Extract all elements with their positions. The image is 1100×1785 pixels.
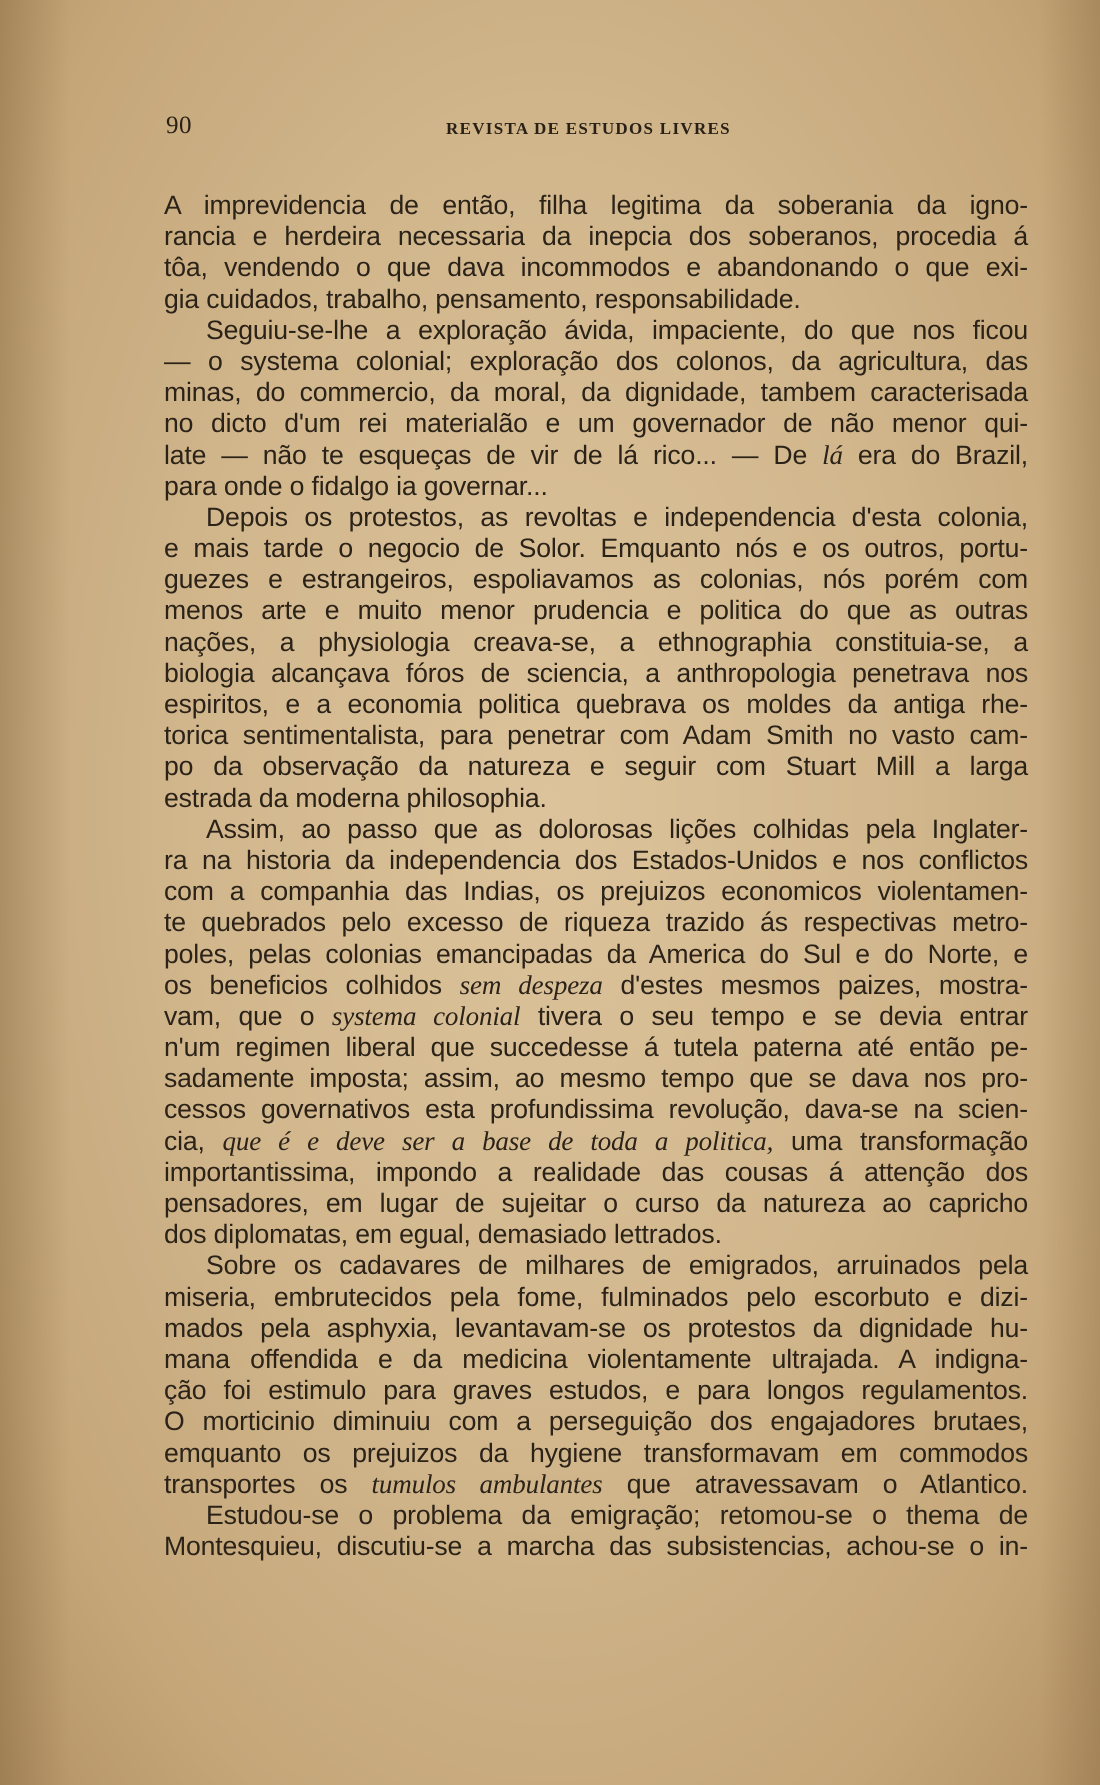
text-line: Assim, ao passo que as dolorosas lições colhidas pela Inglater- <box>206 813 1028 844</box>
line-segment: que atravessavam o Atlantico. <box>602 1468 1028 1499</box>
italic-phrase: que é e deve ser a base de toda a politica, <box>222 1125 774 1156</box>
text-line: emquanto os prejuizos da hygiene transformavam em commodos <box>164 1437 1028 1468</box>
text-line: nações, a physiologia creava-se, a ethnographia constituia-se, a <box>164 626 1028 657</box>
text-line-with-italic <box>164 1469 1028 1500</box>
line-segment: era do Brazil, <box>842 439 1028 470</box>
text-line-with-italic <box>164 440 1028 471</box>
text-line: torica sentimentalista, para penetrar com Adam Smith no vasto cam- <box>164 720 1028 751</box>
text-line: gia cuidados, trabalho, pensamento, responsabilidade. <box>164 283 801 314</box>
text-line: dos diplomatas, em egual, demasiado lettrados. <box>164 1219 722 1250</box>
running-title: REVISTA DE ESTUDOS LIVRES <box>446 119 731 138</box>
text-line: ra na historia da independencia dos Estados-Unidos e nos conflictos <box>164 844 1028 875</box>
text-line: poles, pelas colonias emancipadas da America do Sul e do Norte, e <box>164 938 1028 969</box>
text-line: A imprevidencia de então, filha legitima da soberania da igno- <box>164 190 1028 220</box>
line-segment: d'estes mesmos paizes, mostra- <box>602 969 1028 1000</box>
page-header <box>166 112 1026 152</box>
text-line: e mais tarde o negocio de Solor. Emquanto nós e os outros, portu- <box>164 533 1028 564</box>
text-line: espiritos, e a economia politica quebrava os moldes da antiga rhe- <box>164 689 1028 719</box>
italic-phrase: lá <box>822 439 843 470</box>
line-segment: uma transformação <box>773 1125 1028 1156</box>
text-line: com a companhia das Indias, os prejuizos economicos violentamen- <box>164 876 1028 907</box>
line-segment: os beneficios colhidos <box>164 969 460 1000</box>
text-line: mana offendida e da medicina violentamente ultrajada. A indigna- <box>164 1343 1028 1374</box>
text-line: rancia e herdeira necessaria da inepcia dos soberanos, procedia á <box>164 221 1028 252</box>
text-line: Sobre os cadavares de milhares de emigrados, arruinados pela <box>206 1250 1028 1281</box>
text-line: Estudou-se o problema da emigração; retomou-se o thema de <box>206 1499 1028 1530</box>
text-line: po da observação da natureza e seguir com Stuart Mill a larga <box>164 751 1028 782</box>
line-segment: vam, que o <box>164 1000 332 1031</box>
text-line-with-italic <box>164 1001 1028 1032</box>
italic-phrase: tumulos ambulantes <box>371 1468 603 1499</box>
text-line: menos arte e muito menor prudencia e politica do que as outras <box>164 595 1028 626</box>
text-line: Seguiu-se-lhe a exploração ávida, impaciente, do que nos ficou <box>206 314 1028 345</box>
text-line: — o systema colonial; exploração dos colonos, da agricultura, das <box>164 345 1028 376</box>
italic-phrase: sem despeza <box>459 969 603 1000</box>
text-line: O morticinio diminuiu com a perseguição dos engajadores brutaes, <box>164 1406 1028 1437</box>
text-line: ção foi estimulo para graves estudos, e para longos regulamentos. <box>164 1375 1028 1406</box>
line-segment: transportes os <box>164 1468 372 1499</box>
text-line: cessos governativos esta profundissima revolução, dava-se na scien- <box>164 1094 1028 1125</box>
text-line: guezes e estrangeiros, espoliavamos as colonias, nós porém com <box>164 564 1028 595</box>
text-line: Montesquieu, discutiu-se a marcha das subsistencias, achou-se o in- <box>164 1531 1028 1562</box>
italic-phrase: systema colonial <box>331 1000 521 1031</box>
text-line: para onde o fidalgo ia governar... <box>164 470 548 501</box>
text-line: miseria, embrutecidos pela fome, fulminados pelo escorbuto e dizi- <box>164 1281 1028 1312</box>
text-line: tôa, vendendo o que dava incommodos e abandonando o que exi- <box>164 252 1028 283</box>
text-line: minas, do commercio, da moral, da dignidade, tambem caracterisada <box>164 377 1028 408</box>
text-line: sadamente imposta; assim, ao mesmo tempo que se dava nos pro- <box>164 1063 1028 1094</box>
line-segment: cia, <box>164 1125 223 1156</box>
text-line-with-italic <box>164 970 1028 1001</box>
text-line-with-italic <box>164 1126 1028 1157</box>
line-segment: tivera o seu tempo e se devia entrar <box>520 1000 1028 1031</box>
text-line: n'um regimen liberal que succedesse á tutela paterna até então pe- <box>164 1032 1028 1063</box>
text-line: Depois os protestos, as revoltas e independencia d'esta colonia, <box>206 501 1028 532</box>
text-line: te quebrados pelo excesso de riqueza trazido ás respectivas metro- <box>164 907 1028 938</box>
text-line: no dicto d'um rei materialão e um governador de não menor qui- <box>164 408 1028 439</box>
page-number: 90 <box>166 112 192 139</box>
line-segment: late — não te esqueças de vir de lá rico... — De <box>164 439 823 470</box>
body-text <box>164 190 1028 1562</box>
text-line: mados pela asphyxia, levantavam-se os protestos da dignidade hu- <box>164 1312 1028 1343</box>
text-line: importantissima, impondo a realidade das cousas á attenção dos <box>164 1156 1028 1187</box>
text-line: estrada da moderna philosophia. <box>164 782 547 813</box>
text-line: pensadores, em lugar de sujeitar o curso da natureza ao capricho <box>164 1188 1028 1218</box>
text-line: biologia alcançava fóros de sciencia, a anthropologia penetrava nos <box>164 657 1028 688</box>
